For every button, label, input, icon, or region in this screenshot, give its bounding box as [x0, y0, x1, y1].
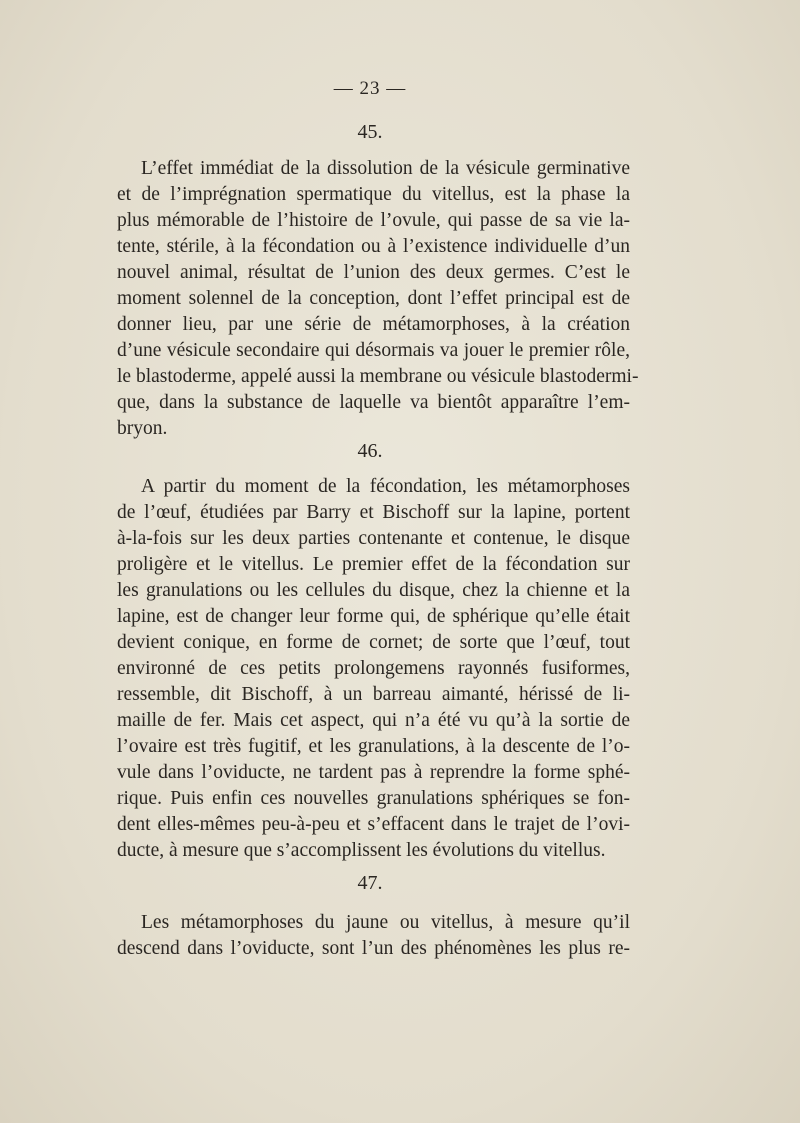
paragraph-line: rique. Puis enfin ces nouvelles granulations sphériques se fon- [117, 788, 630, 809]
paragraph-line: environné de ces petits prolongemens rayonnés fusiformes, [117, 658, 630, 679]
section-number: 45. [357, 121, 383, 143]
paragraph-line: ducte, à mesure que s’accomplissent les évolutions du vitellus. [117, 840, 606, 861]
paragraph-line: L’effet immédiat de la dissolution de la vésicule germinative [141, 158, 630, 179]
paragraph-line: devient conique, en forme de cornet; de sorte que l’œuf, tout [117, 632, 630, 653]
paragraph-line: tente, stérile, à la fécondation ou à l’existence individuelle d’un [117, 236, 630, 257]
paragraph-line: maille de fer. Mais cet aspect, qui n’a été vu qu’à la sortie de [117, 710, 630, 731]
paragraph-line: le blastoderme, appelé aussi la membrane ou vésicule blastodermi- [117, 366, 639, 387]
paragraph-line: bryon. [117, 418, 168, 439]
paragraph-line: les granulations ou les cellules du disque, chez la chienne et la [117, 580, 630, 601]
paragraph-line: donner lieu, par une série de métamorphoses, à la création [117, 314, 630, 335]
paragraph-line: lapine, est de changer leur forme qui, de sphérique qu’elle était [117, 606, 630, 627]
paragraph-line: de l’œuf, étudiées par Barry et Bischoff sur la lapine, portent [117, 502, 630, 523]
paragraph-line: plus mémorable de l’histoire de l’ovule, qui passe de sa vie la- [117, 210, 630, 231]
paragraph-line: moment solennel de la conception, dont l’effet principal est de [117, 288, 630, 309]
paragraph-line: que, dans la substance de laquelle va bientôt apparaître l’em- [117, 392, 630, 413]
paragraph-line: l’ovaire est très fugitif, et les granulations, à la descente de l’o- [117, 736, 630, 757]
paragraph-line: Les métamorphoses du jaune ou vitellus, à mesure qu’il [141, 912, 630, 933]
paragraph-line: d’une vésicule secondaire qui désormais va jouer le premier rôle, [117, 340, 630, 361]
paragraph-line: à-la-fois sur les deux parties contenante et contenue, le disque [117, 528, 630, 549]
section-number: 47. [357, 872, 383, 894]
paragraph-line: descend dans l’oviducte, sont l’un des phénomènes les plus re- [117, 938, 630, 959]
section-number: 46. [357, 440, 383, 462]
page-number: — 23 — [333, 78, 407, 99]
paragraph-line: proligère et le vitellus. Le premier effet de la fécondation sur [117, 554, 630, 575]
paragraph-line: A partir du moment de la fécondation, les métamorphoses [141, 476, 630, 497]
paragraph-line: ressemble, dit Bischoff, à un barreau aimanté, hérissé de li- [117, 684, 630, 705]
paragraph-line: nouvel animal, résultat de l’union des deux germes. C’est le [117, 262, 630, 283]
paragraph-line: dent elles-mêmes peu-à-peu et s’effacent dans le trajet de l’ovi- [117, 814, 630, 835]
paragraph-line: vule dans l’oviducte, ne tardent pas à reprendre la forme sphé- [117, 762, 630, 783]
paragraph-line: et de l’imprégnation spermatique du vitellus, est la phase la [117, 184, 630, 205]
